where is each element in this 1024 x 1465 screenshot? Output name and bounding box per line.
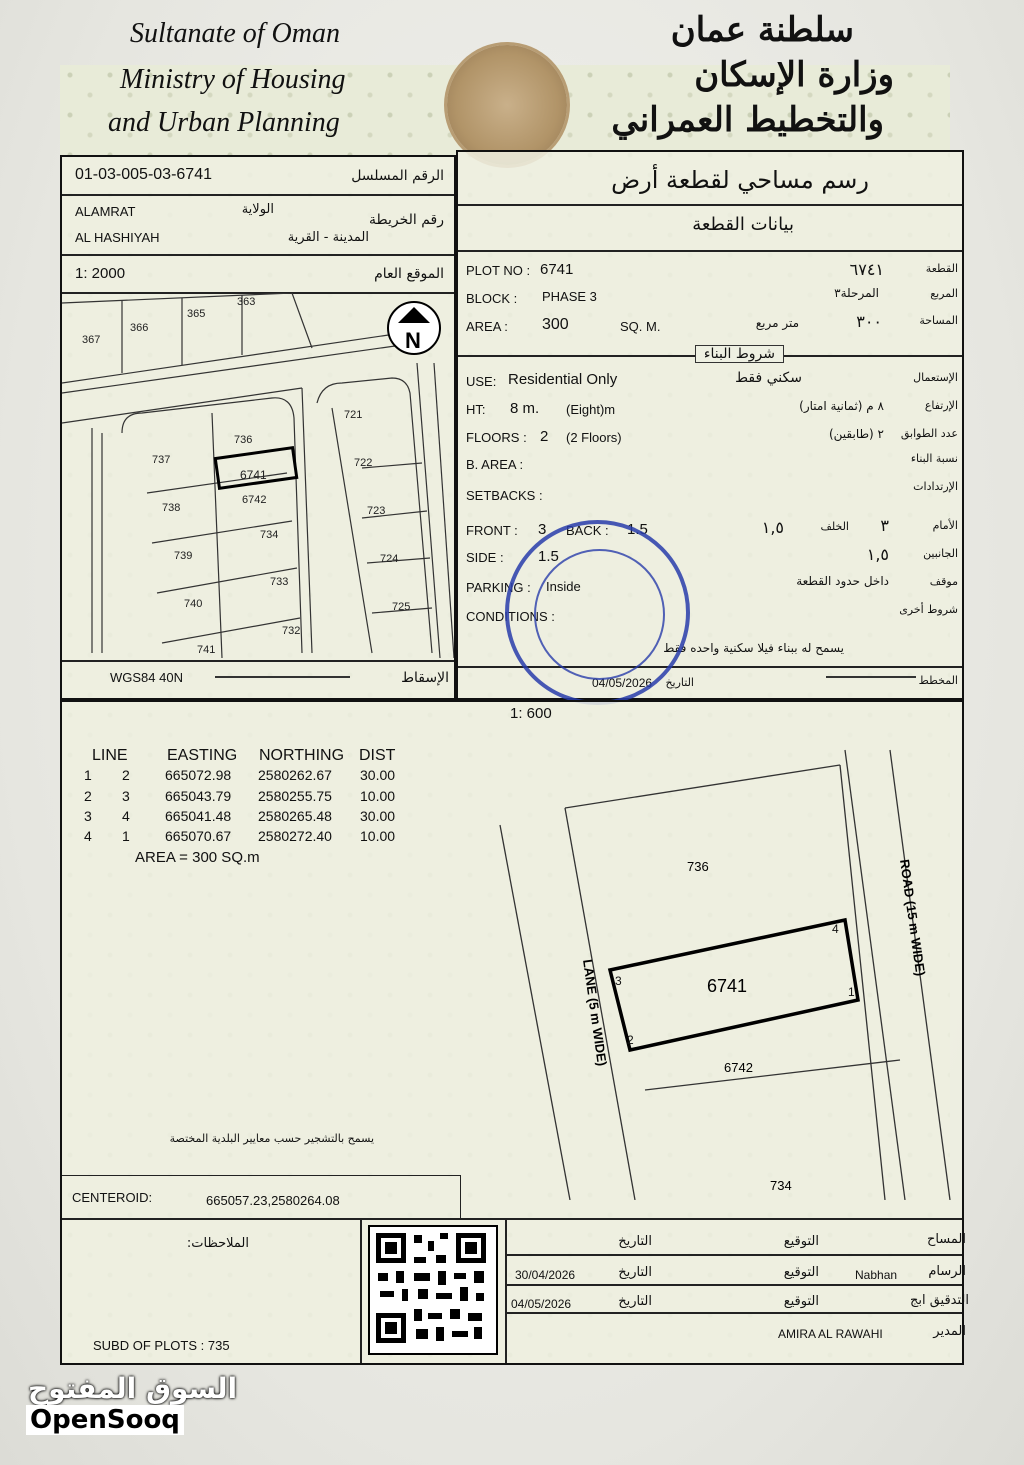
row2-from: 2 bbox=[84, 788, 92, 804]
block-label-ar: المربع bbox=[930, 287, 958, 300]
kmap-724: 724 bbox=[380, 553, 399, 565]
kmap-740: 740 bbox=[184, 598, 203, 610]
detail-drawing bbox=[460, 730, 960, 1200]
floors-label: FLOORS : bbox=[466, 430, 527, 445]
use-label-ar: الإستعمال bbox=[913, 371, 958, 384]
kmap-734: 734 bbox=[260, 529, 279, 541]
plan-signature bbox=[826, 676, 916, 678]
tree-note: يسمح بالتشجير حسب معايير البلدية المختصة bbox=[169, 1132, 374, 1145]
row3-dist: 30.00 bbox=[360, 808, 396, 824]
header-ar-line2: وزارة الإسكان bbox=[694, 55, 894, 95]
opensooq-watermark-ar: السوق المفتوح bbox=[28, 1372, 238, 1405]
projection-label: الإسقاط bbox=[401, 670, 449, 686]
official-stamp bbox=[505, 520, 690, 705]
row3-northing: 2580265.48 bbox=[258, 808, 332, 824]
lane-label: LANE (5 m WIDE) bbox=[580, 958, 610, 1067]
floors-ar: ٢ (طابقين) bbox=[828, 427, 884, 441]
road-label: ROAD (15 m WIDE) bbox=[897, 858, 929, 978]
header-ar-line1: سلطنة عمان bbox=[670, 10, 854, 50]
serial-label: الرقم المسلسل bbox=[351, 168, 444, 184]
kmap-6741: 6741 bbox=[240, 468, 267, 482]
area-ar: ٣٠٠ bbox=[856, 312, 882, 331]
map-no-label: رقم الخريطة bbox=[368, 212, 444, 228]
area-unit-ar: متر مربع bbox=[755, 316, 799, 330]
sig-date-label-1: التاريخ bbox=[618, 1234, 652, 1249]
use-value: Residential Only bbox=[508, 371, 618, 388]
centroid-value: 665057.23,2580264.08 bbox=[206, 1193, 340, 1208]
kmap-741: 741 bbox=[197, 644, 216, 656]
front-label: FRONT : bbox=[466, 523, 518, 538]
city-label: المدينة - القرية bbox=[287, 230, 369, 245]
serial-number: 01-03-005-03-6741 bbox=[75, 166, 212, 183]
floors-label-ar: عدد الطوابق bbox=[900, 427, 958, 440]
barea-label-ar: نسبة البناء bbox=[910, 452, 958, 465]
block-ar: المرحلة٣ bbox=[834, 286, 879, 300]
ht-ar: ٨ م (ثمانية امتار) bbox=[799, 399, 884, 413]
row4-northing: 2580272.40 bbox=[258, 828, 332, 844]
side-label-ar: الجانبين bbox=[923, 547, 958, 560]
north-label: N bbox=[405, 328, 421, 353]
corner-2: 2 bbox=[627, 1033, 634, 1047]
floors-value: 2 bbox=[540, 428, 549, 445]
row4-dist: 10.00 bbox=[360, 828, 396, 844]
sig-date-3: 04/05/2026 bbox=[511, 1297, 572, 1311]
area-label-ar: المساحة bbox=[919, 314, 958, 327]
row3-easting: 665041.48 bbox=[165, 808, 232, 824]
detail-scale: 1: 600 bbox=[510, 705, 552, 722]
plot-no-label-ar: القطعة bbox=[925, 262, 958, 275]
sig-date-label-3: التاريخ bbox=[618, 1294, 652, 1309]
conditions-label: CONDITIONS : bbox=[466, 609, 555, 624]
sig-role-1: المساح bbox=[926, 1232, 966, 1247]
plot-no-label: PLOT NO : bbox=[466, 263, 531, 278]
kmap-363: 363 bbox=[237, 296, 256, 308]
area-label: AREA : bbox=[466, 319, 508, 334]
row4-from: 4 bbox=[84, 828, 92, 844]
sig-date-2: 30/04/2026 bbox=[515, 1268, 576, 1282]
kmap-365: 365 bbox=[187, 308, 206, 320]
row4-to: 1 bbox=[122, 828, 130, 844]
kmap-738: 738 bbox=[162, 502, 181, 514]
side-label: SIDE : bbox=[466, 550, 504, 565]
subd-plots: SUBD OF PLOTS : 735 bbox=[93, 1338, 230, 1353]
kmap-733: 733 bbox=[270, 576, 289, 588]
setbacks-label: SETBACKS : bbox=[466, 488, 543, 503]
corner-1: 1 bbox=[848, 985, 855, 999]
plot-data-title: بيانات القطعة bbox=[692, 214, 794, 235]
row1-dist: 30.00 bbox=[360, 767, 396, 783]
area-summary: AREA = 300 SQ.m bbox=[135, 849, 260, 866]
row4-easting: 665070.67 bbox=[165, 828, 232, 844]
kmap-739: 739 bbox=[174, 550, 193, 562]
sig-sign-2: التوقيع bbox=[783, 1265, 819, 1280]
plot-number-label: 6741 bbox=[707, 976, 748, 996]
floors-words: (2 Floors) bbox=[566, 430, 622, 445]
kmap-6742: 6742 bbox=[242, 494, 267, 506]
back-label-ar: الخلف bbox=[820, 520, 849, 533]
kmap-736: 736 bbox=[234, 434, 253, 446]
sig-name-4: AMIRA AL RAWAHI bbox=[778, 1327, 883, 1341]
back-label: BACK : bbox=[566, 523, 609, 538]
header-en-line3: and Urban Planning bbox=[108, 107, 340, 138]
sig-role-4: المدير bbox=[933, 1324, 966, 1339]
kmap-737: 737 bbox=[152, 454, 171, 466]
plan-date-label: التاريخ bbox=[665, 676, 694, 689]
col-northing: NORTHING bbox=[259, 747, 345, 764]
header-en-line1: Sultanate of Oman bbox=[130, 18, 340, 49]
back-value: 1.5 bbox=[627, 521, 648, 538]
plot-no: 6741 bbox=[540, 261, 574, 278]
front-value: 3 bbox=[538, 521, 547, 538]
back-ar: ١,٥ bbox=[761, 518, 784, 537]
opensooq-watermark: OpenSooq bbox=[26, 1405, 184, 1435]
row1-northing: 2580262.67 bbox=[258, 767, 332, 783]
kmap-723: 723 bbox=[367, 505, 386, 517]
projection-signature bbox=[215, 676, 350, 678]
plan-date: 04/05/2026 bbox=[592, 676, 653, 690]
row2-easting: 665043.79 bbox=[165, 788, 232, 804]
row1-from: 1 bbox=[84, 767, 92, 783]
conditions-note: يسمح له ببناء فيلا سكنية واحده فقط bbox=[663, 641, 844, 655]
area-value: 300 bbox=[542, 316, 569, 333]
use-ar: سكني فقط bbox=[735, 370, 802, 386]
header-ar-line3: والتخطيط العمراني bbox=[611, 100, 884, 140]
kmap-722: 722 bbox=[354, 457, 373, 469]
form-title: رسم مساحي لقطعة أرض bbox=[611, 166, 869, 194]
neighbor-736: 736 bbox=[687, 859, 709, 874]
sig-role-2: الرسام bbox=[928, 1264, 966, 1279]
kmap-732: 732 bbox=[282, 625, 301, 637]
neighbor-6742: 6742 bbox=[724, 1060, 753, 1075]
area-unit: SQ. M. bbox=[620, 319, 661, 334]
row3-from: 3 bbox=[84, 808, 92, 824]
block-label: BLOCK : bbox=[466, 291, 518, 306]
parking-label: PARKING : bbox=[466, 580, 531, 595]
front-label-ar: الأمام bbox=[932, 519, 958, 532]
row2-dist: 10.00 bbox=[360, 788, 396, 804]
key-map bbox=[62, 293, 454, 658]
setbacks-label-ar: الإرتدادات bbox=[913, 480, 958, 493]
side-ar: ١,٥ bbox=[866, 545, 889, 564]
row3-to: 4 bbox=[122, 808, 130, 824]
kmap-366: 366 bbox=[130, 322, 149, 334]
plot-no-ar: ٦٧٤١ bbox=[849, 260, 884, 279]
wilayat-value: ALAMRAT bbox=[75, 204, 136, 219]
ht-value: 8 m. bbox=[510, 400, 540, 417]
keymap-label: الموقع العام bbox=[374, 266, 444, 282]
kmap-721: 721 bbox=[344, 409, 363, 421]
kmap-725: 725 bbox=[392, 601, 411, 613]
conditions-label-ar: شروط أخرى bbox=[899, 603, 958, 616]
row1-easting: 665072.98 bbox=[165, 767, 232, 783]
projection-value: WGS84 40N bbox=[110, 670, 183, 685]
city-value: AL HASHIYAH bbox=[75, 230, 160, 245]
plan-label: المخطط bbox=[918, 674, 958, 687]
parking-ar: داخل حدود القطعة bbox=[796, 574, 889, 588]
col-dist: DIST bbox=[359, 747, 396, 764]
sig-sign-3: التوقيع bbox=[783, 1294, 819, 1309]
sig-role-3: التدقيق ابج bbox=[909, 1293, 969, 1308]
col-easting: EASTING bbox=[167, 747, 238, 764]
header-en-line2: Ministry of Housing bbox=[120, 64, 346, 95]
ht-words: (Eight)m bbox=[566, 402, 616, 417]
wilayat-label: الولاية bbox=[241, 202, 274, 217]
qr-code bbox=[368, 1225, 498, 1355]
sig-name-2: Nabhan bbox=[855, 1268, 898, 1282]
corner-3: 3 bbox=[615, 974, 622, 988]
parking-label-ar: موقف bbox=[929, 575, 958, 588]
ht-label: HT: bbox=[466, 402, 486, 417]
ministry-seal bbox=[447, 45, 567, 165]
centroid-label: CENTEROID: bbox=[72, 1190, 153, 1205]
use-label: USE: bbox=[466, 374, 497, 389]
remarks-label: الملاحظات: bbox=[186, 1236, 249, 1251]
ht-label-ar: الإرتفاع bbox=[924, 399, 958, 412]
sig-sign-1: التوقيع bbox=[783, 1234, 819, 1249]
neighbor-734: 734 bbox=[770, 1178, 792, 1193]
barea-label: B. AREA : bbox=[466, 457, 524, 472]
col-line: LINE bbox=[92, 747, 128, 764]
conditions-title: شروط البناء bbox=[695, 345, 784, 363]
sig-date-label-2: التاريخ bbox=[618, 1265, 652, 1280]
front-ar: ٣ bbox=[880, 516, 889, 535]
row2-northing: 2580255.75 bbox=[258, 788, 332, 804]
parking-value: Inside bbox=[546, 579, 581, 594]
block-value: PHASE 3 bbox=[542, 289, 597, 304]
keymap-scale: 1: 2000 bbox=[75, 265, 126, 282]
row2-to: 3 bbox=[122, 788, 130, 804]
corner-4: 4 bbox=[832, 922, 839, 936]
row1-to: 2 bbox=[122, 767, 130, 783]
side-value: 1.5 bbox=[538, 548, 559, 565]
kmap-367: 367 bbox=[82, 334, 101, 346]
